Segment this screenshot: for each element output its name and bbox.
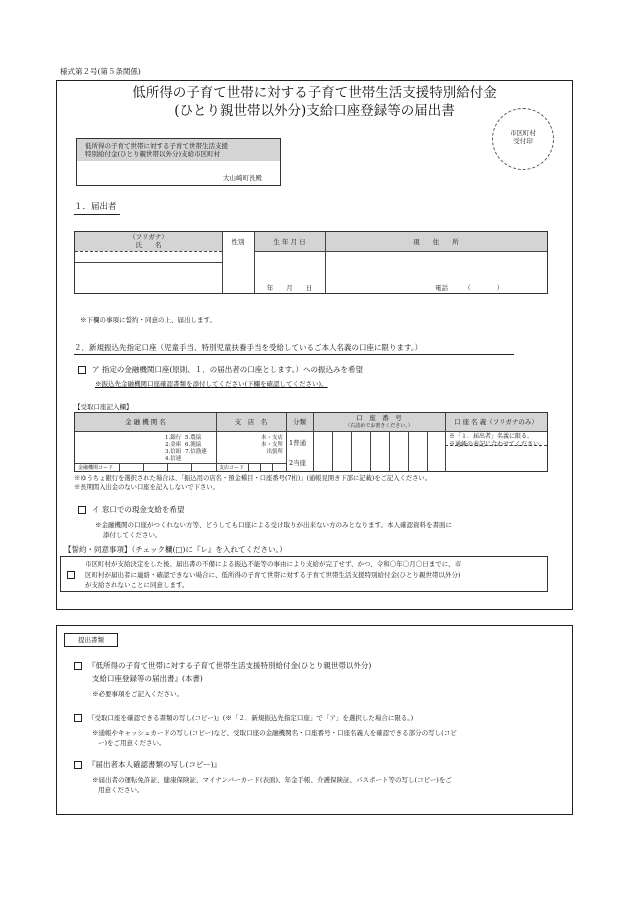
addressee-box xyxy=(76,138,281,186)
branch-type-1: 本・支店 xyxy=(261,435,284,441)
option-a-note: ※振込先金融機関口座確認書類を添付してください(下欄を確認してください)。 xyxy=(95,380,328,388)
doc-item1 xyxy=(74,661,371,671)
holder-note2: ※通帳の表記に合わせてください。 xyxy=(449,441,546,448)
stamp-line2: 受付印 xyxy=(513,137,533,145)
branch-types xyxy=(261,435,283,456)
col-address: 現 住 所 xyxy=(413,238,459,246)
branch-code-row[interactable] xyxy=(216,463,286,471)
bank-code-row[interactable] xyxy=(75,463,216,471)
bank-type-5: 5.農協 xyxy=(185,435,202,441)
branch-code-label: 支店コード xyxy=(219,465,245,471)
doc-item1-line1: 『低所得の子育て世帯に対する子育て世帯生活支援特別給付金(ひとり親世帯以外分) xyxy=(88,661,372,670)
pledge-checkbox[interactable] xyxy=(67,571,75,579)
bank-type-4: 4.信連 xyxy=(165,456,182,462)
doc-item2-note1: ※通帳やキャッシュカードの写し(コピー)など、受取口座の金融機関名・口座番号・口座名義人を確認できる部分の写し(コピ xyxy=(92,729,457,737)
doc-item1-checkbox[interactable] xyxy=(74,662,82,670)
option-b-checkbox[interactable] xyxy=(78,506,86,514)
option-b-note1: ※金融機関の口座がつくれない方等、どうしても口座による受け取りが出来ない方のみとなります。本人確認資料を書面に xyxy=(95,521,452,529)
option-a-checkbox[interactable] xyxy=(78,366,86,374)
option-b-row xyxy=(78,505,184,515)
bank-type-1: 1.銀行 xyxy=(165,435,182,441)
birth-units: 年 月 日 xyxy=(266,284,313,292)
doc-item3-checkbox[interactable] xyxy=(74,761,82,769)
bank-type-3: 3.信組 xyxy=(165,449,182,455)
account-table xyxy=(74,412,548,472)
title-line1: 低所得の子育て世帯に対する子育て世帯生活支援特別給付金 xyxy=(132,85,497,101)
documents-label: 提出書類 xyxy=(64,633,118,647)
pledge-heading: 【誓約・同意事項】（チェック欄(□)に『レ』を入れてください。） xyxy=(64,545,287,554)
bank-types-col2 xyxy=(185,435,207,456)
option-b-note xyxy=(95,520,452,540)
account-heading: 【受取口座記入欄】 xyxy=(74,403,133,411)
doc-item2-label: 『受取口座を確認できる書類の写し(コピー)』(※「２．新規振込先指定口座」で「ア」を選択した場合に限る。) xyxy=(88,714,414,722)
mayor-name: 大山崎町長殿 xyxy=(223,174,262,182)
bank-code-label: 金融機関コード xyxy=(78,465,114,471)
applicant-table xyxy=(74,231,548,294)
account-note1: ※ゆうちょ銀行を選択された場合は、「振込用の店名・預金種目・口座番号(7桁)」(通帳見開き下部に記載)をご記入ください。 xyxy=(74,475,432,482)
pledge-box xyxy=(60,556,548,592)
doc-item3 xyxy=(74,760,221,770)
title-line2: (ひとり親世帯以外分)支給口座登録等の届出書 xyxy=(174,103,455,119)
branch-type-2: 本・支所 xyxy=(261,442,284,448)
reception-stamp xyxy=(492,108,554,170)
doc-item2-note2: ー)をご用意ください。 xyxy=(98,739,166,747)
pledge-line3: が支給されないことに同意します。 xyxy=(85,581,189,589)
doc-item3-note1: ※届出者の運転免許証、健康保険証、マイナンバーカード(表面)、年金手帳、介護保険証、パスポート等の写し(コピー)をご xyxy=(92,776,452,784)
pledge-line2: 区町村が届出者に連絡・確認できない場合に、低所得の子育て世帯に対する子育て世帯生活支援特別給付金(ひとり親世帯以外分) xyxy=(85,570,461,579)
col-holder: 口 座 名 義（フリガナのみ） xyxy=(454,418,538,426)
doc-item3-label: 『届出者本人確認書類の写し(コピー)』 xyxy=(88,760,222,769)
form-title xyxy=(56,84,573,120)
bank-type-2: 2.金庫 xyxy=(165,442,182,448)
branch-type-3: 出張所 xyxy=(266,449,284,455)
holder-note1: ※「１．届出者」名義に限る。 xyxy=(449,433,534,440)
doc-item2-note xyxy=(92,728,457,748)
bank-type-7: 7.信漁連 xyxy=(185,449,207,455)
col-number: 口 座 番 号 xyxy=(356,414,402,422)
option-b-label: イ 窓口での現金支給を希望 xyxy=(92,505,185,514)
col-branch: 支 店 名 xyxy=(234,418,268,426)
col-bank: 金 融 機 関 名 xyxy=(125,418,166,426)
doc-item3-note xyxy=(92,775,452,795)
col-furigana: （フリガナ） xyxy=(129,233,168,241)
option-b-note2: 添付してください。 xyxy=(103,531,162,539)
account-note2: ※長期間入出金のない口座を記入しないで下さい。 xyxy=(74,484,219,491)
acct-type-2: 2当座 xyxy=(289,459,307,467)
pledge-note: ※下欄の事項に誓約・同意の上、届出します。 xyxy=(80,316,216,324)
bank-types-col1 xyxy=(165,435,181,463)
col-birth: 生 年 月 日 xyxy=(273,238,306,246)
col-type: 分類 xyxy=(293,418,306,426)
pledge-text xyxy=(85,559,545,591)
stamp-line1: 市区町村 xyxy=(510,129,536,137)
phone-label: 電話 （ ） xyxy=(435,284,504,292)
col-name: 氏 名 xyxy=(135,241,162,249)
account-number-cells[interactable] xyxy=(313,431,445,471)
doc-item2 xyxy=(74,714,413,722)
col-gender: 性別 xyxy=(231,238,245,246)
section2-heading: ２．新規振込先指定口座（児童手当、特別児童扶養手当を受給しているご本人名義の口座に限ります。） xyxy=(74,343,423,352)
option-a-label: ア 指定の金融機関口座(原則、１．の届出者の口座とします。）への振込みを希望 xyxy=(92,365,363,374)
section1-heading: １．届出者 xyxy=(74,202,117,212)
form-number: 様式第２号(第５条関係) xyxy=(60,67,141,76)
col-number-note: （右詰めでお書きください。） xyxy=(345,423,413,429)
doc-item2-checkbox[interactable] xyxy=(74,714,82,722)
doc-item1-line2: 支給口座登録等の届出書』(本書) xyxy=(92,674,203,683)
acct-type-1: 1普通 xyxy=(289,439,307,447)
option-a-row xyxy=(78,365,363,375)
pledge-line1: 市区町村が支給決定をした後、届出書の不備による振込不能等の事由により支給が完了せず、かつ、令和〇年〇月〇日までに、市 xyxy=(85,560,462,568)
addressee-line2: 特別給付金(ひとり親世帯以外分)支給市区町村 xyxy=(85,150,221,158)
addressee-line1: 低所得の子育て世帯に対する子育て世帯生活支援 xyxy=(85,142,228,150)
bank-type-6: 6.漁協 xyxy=(185,442,202,448)
doc-item3-note2: 用意ください。 xyxy=(98,786,144,794)
doc-item1-note: ※必要事項をご記入ください。 xyxy=(92,690,183,698)
